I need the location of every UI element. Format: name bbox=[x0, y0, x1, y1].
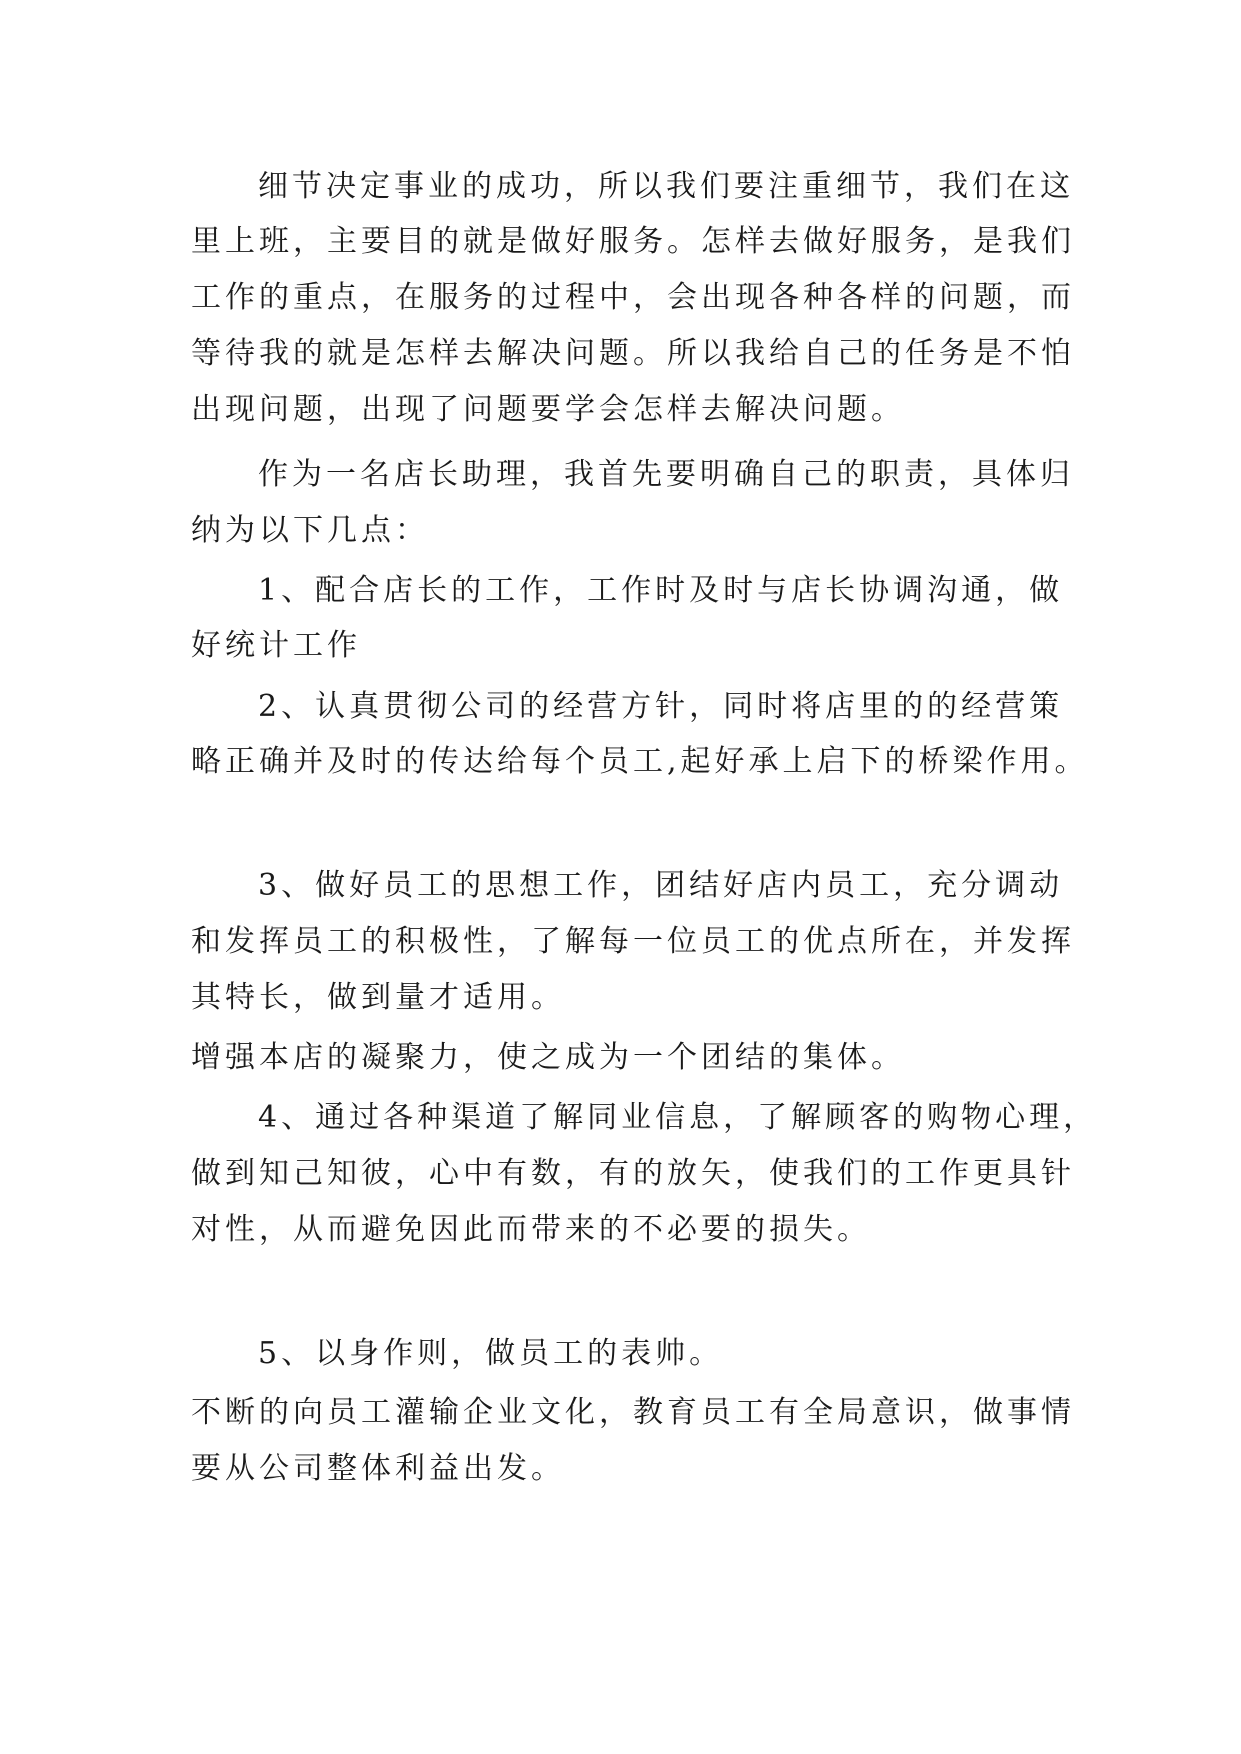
list-item-5-line-1: 5、以身作则，做员工的表帅。 bbox=[258, 1336, 724, 1371]
list-item-2-line-2: 略正确并及时的传达给每个员工,起好承上启下的桥梁作用。 bbox=[191, 744, 1089, 779]
list-item-2-line-1: 2、认真贯彻公司的经营方针，同时将店里的的经营策 bbox=[258, 689, 1064, 724]
paragraph-1-line-4: 等待我的就是怎样去解决问题。所以我给自己的任务是不怕 bbox=[191, 336, 1075, 371]
list-item-4-line-1: 4、通过各种渠道了解同业信息，了解顾客的购物心理， bbox=[258, 1100, 1098, 1135]
list-item-4-line-2: 做到知己知彼，心中有数，有的放矢，使我们的工作更具针 bbox=[191, 1156, 1075, 1191]
paragraph-1-line-2: 里上班，主要目的就是做好服务。怎样去做好服务，是我们 bbox=[191, 224, 1075, 259]
paragraph-1-line-5: 出现问题，出现了问题要学会怎样去解决问题。 bbox=[191, 392, 905, 427]
list-item-4-line-3: 对性，从而避免因此而带来的不必要的损失。 bbox=[191, 1212, 871, 1247]
list-item-3-line-4: 增强本店的凝聚力，使之成为一个团结的集体。 bbox=[191, 1040, 905, 1075]
list-item-1-line-1: 1、配合店长的工作，工作时及时与店长协调沟通，做 bbox=[258, 573, 1064, 608]
paragraph-2-line-2: 纳为以下几点： bbox=[191, 513, 429, 548]
paragraph-2-line-1: 作为一名店长助理，我首先要明确自己的职责，具体归 bbox=[258, 457, 1074, 492]
list-item-5-line-2: 不断的向员工灌输企业文化，教育员工有全局意识，做事情 bbox=[191, 1395, 1075, 1430]
list-item-1-line-2: 好统计工作 bbox=[191, 628, 361, 663]
list-item-3-line-2: 和发挥员工的积极性，了解每一位员工的优点所在，并发挥 bbox=[191, 924, 1075, 959]
paragraph-1-line-3: 工作的重点，在服务的过程中，会出现各种各样的问题，而 bbox=[191, 280, 1075, 315]
list-item-3-line-1: 3、做好员工的思想工作，团结好店内员工，充分调动 bbox=[258, 868, 1064, 903]
list-item-3-line-3: 其特长，做到量才适用。 bbox=[191, 980, 565, 1015]
paragraph-1-line-1: 细节决定事业的成功，所以我们要注重细节，我们在这 bbox=[258, 169, 1074, 204]
list-item-5-line-3: 要从公司整体利益出发。 bbox=[191, 1451, 565, 1486]
